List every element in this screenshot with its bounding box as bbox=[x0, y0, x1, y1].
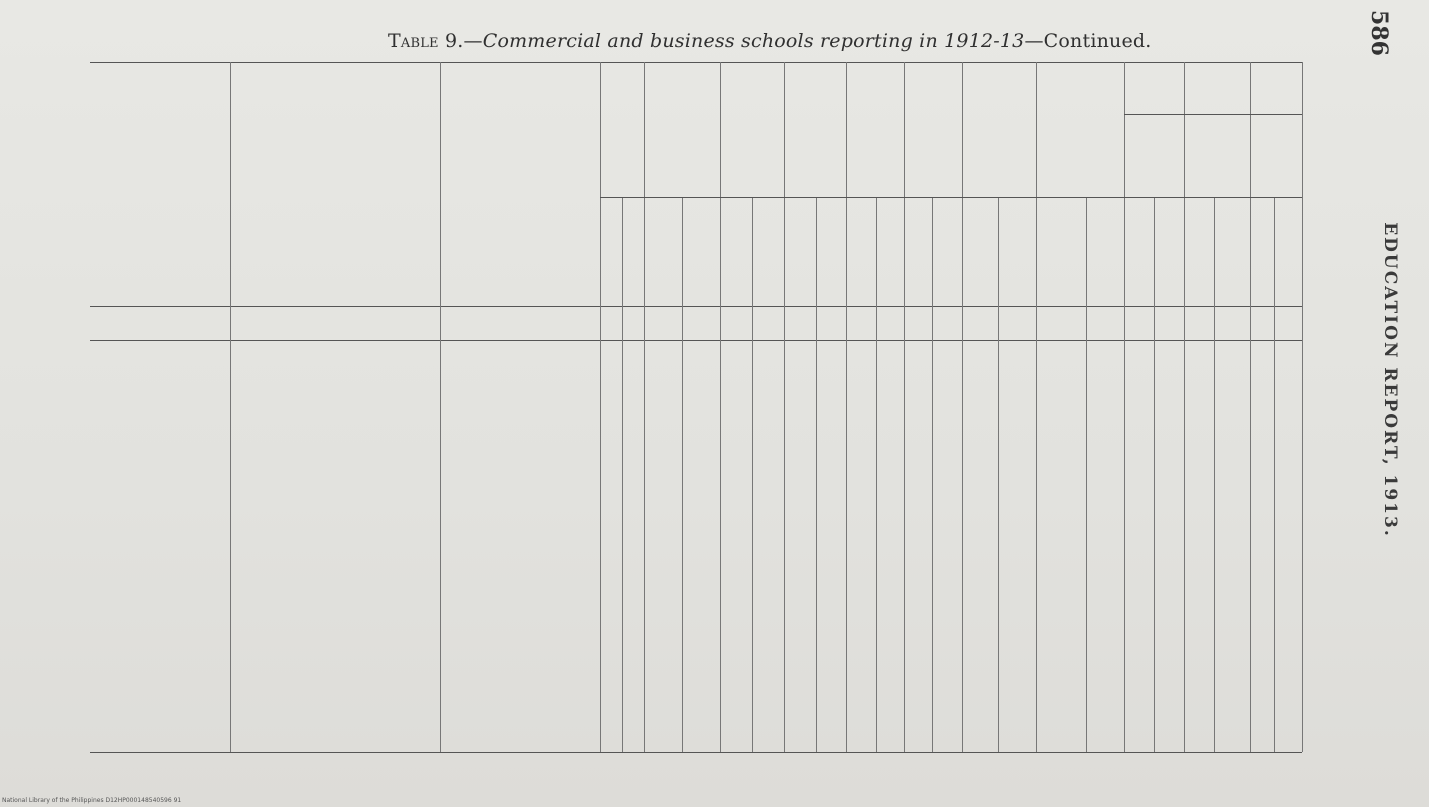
rule-numcol-16 bbox=[1124, 62, 1125, 752]
title-italic: Commercial and business schools reporting in 1912-13 bbox=[482, 30, 1025, 52]
rule-numcol-7 bbox=[816, 197, 817, 752]
rule-numcol-20 bbox=[1250, 62, 1251, 752]
table-title bbox=[388, 30, 1152, 52]
rule-numcol-4 bbox=[720, 62, 721, 752]
rule-header bbox=[90, 306, 1302, 307]
rule-group-attendance bbox=[846, 197, 904, 198]
rule-numcol-8 bbox=[846, 62, 847, 752]
rule-group-hours bbox=[904, 197, 962, 198]
rule-numcol-11 bbox=[932, 197, 933, 752]
rule-numcol-10 bbox=[904, 62, 905, 752]
rule-sub-commercial bbox=[1124, 197, 1184, 198]
rule-numcol-9 bbox=[876, 197, 877, 752]
rule-group-enrolled bbox=[644, 197, 720, 198]
rule-numcol-18 bbox=[1184, 62, 1185, 752]
title-dash: — bbox=[463, 30, 483, 52]
rule-numcol-19 bbox=[1214, 197, 1215, 752]
running-head: EDUCATION REPORT, 1913. bbox=[1380, 222, 1400, 538]
title-prefix: Table 9. bbox=[388, 30, 464, 52]
rule-numcol-6 bbox=[784, 62, 785, 752]
rule-numcol-15 bbox=[1086, 197, 1087, 752]
rule-sub-combined bbox=[1250, 197, 1302, 198]
running-head-wrap bbox=[1360, 200, 1420, 580]
rule-numcol-2 bbox=[644, 62, 645, 752]
rule-numcol-3 bbox=[682, 197, 683, 752]
rule-sub-amanuensis bbox=[1184, 197, 1250, 198]
rule-group-tuition bbox=[1036, 197, 1124, 198]
rule-col-0 bbox=[230, 62, 231, 752]
rule-colnums bbox=[90, 340, 1302, 341]
footer-credit: National Library of the Philippines D12HP000148540596 91 bbox=[2, 797, 182, 804]
rule-numcol-1 bbox=[622, 197, 623, 752]
rule-group-night_courses bbox=[784, 197, 846, 198]
rule-numcol-21 bbox=[1274, 197, 1275, 752]
rule-right bbox=[1302, 62, 1303, 752]
rule-col-1 bbox=[440, 62, 441, 752]
rule-numcol-12 bbox=[962, 62, 963, 752]
rule-top bbox=[90, 62, 1302, 63]
rule-certain bbox=[1124, 114, 1302, 115]
rule-numcol-14 bbox=[1036, 62, 1037, 752]
rule-bottom bbox=[90, 752, 1302, 753]
rule-group-day_courses bbox=[720, 197, 784, 198]
rule-numcol-5 bbox=[752, 197, 753, 752]
page-number: 586 bbox=[1365, 10, 1392, 56]
rule-numcol-17 bbox=[1154, 197, 1155, 752]
rule-group-teachers bbox=[600, 197, 644, 198]
rule-numcol-13 bbox=[998, 197, 999, 752]
rule-group-months bbox=[962, 197, 1036, 198]
rule-col-2 bbox=[600, 62, 601, 752]
schools-table bbox=[90, 62, 1330, 762]
title-suffix: —Continued. bbox=[1024, 30, 1152, 52]
